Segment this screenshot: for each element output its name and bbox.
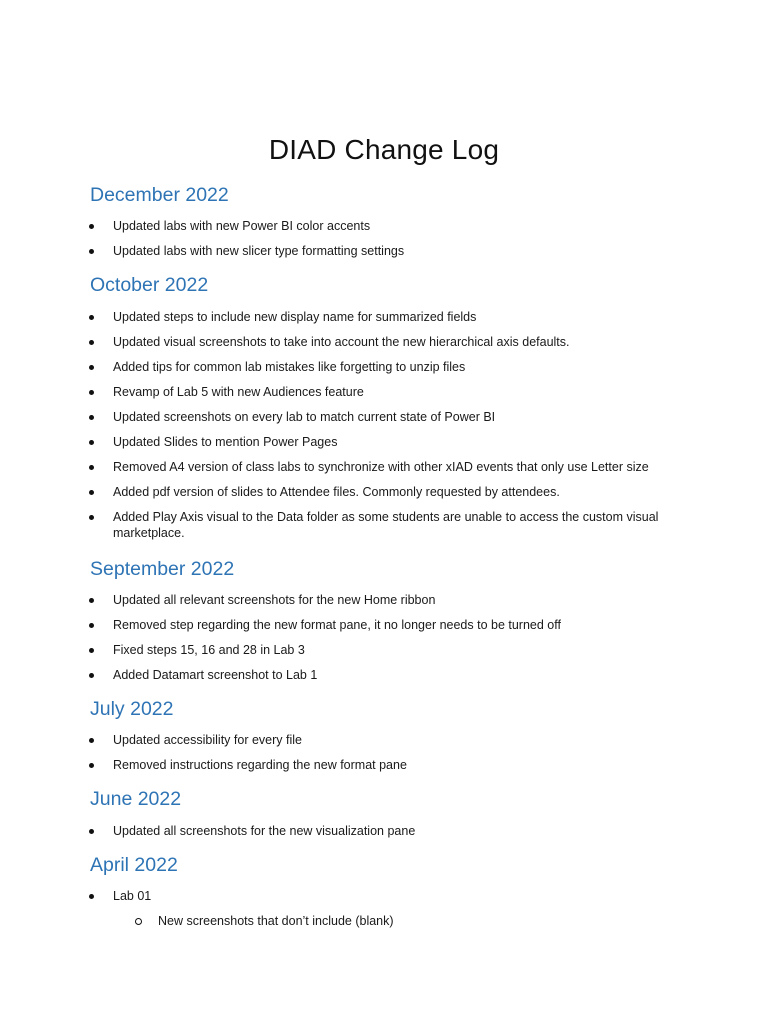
section-list-december-2022	[0, 218, 768, 268]
bullet-icon	[89, 415, 94, 420]
bullet-icon	[89, 465, 94, 470]
list-item	[0, 409, 768, 425]
list-item	[0, 459, 768, 475]
list-item	[0, 667, 768, 683]
list-item-text: Removed A4 version of class labs to synchronize with other xIAD events that only use Letter size	[113, 460, 649, 474]
bullet-icon	[89, 648, 94, 653]
section-heading-april-2022: April 2022	[90, 854, 178, 876]
bullet-icon	[89, 390, 94, 395]
list-item	[0, 218, 768, 234]
section-list-april-2022	[0, 888, 768, 938]
list-item	[0, 617, 768, 633]
sub-list-lab-01	[113, 913, 678, 929]
list-item-text: Revamp of Lab 5 with new Audiences feature	[113, 385, 364, 399]
bullet-icon	[89, 738, 94, 743]
bullet-icon	[89, 340, 94, 345]
section-heading-december-2022: December 2022	[90, 184, 229, 206]
bullet-icon	[89, 365, 94, 370]
section-heading-october-2022: October 2022	[90, 274, 209, 296]
section-list-june-2022	[0, 823, 768, 848]
list-item	[0, 823, 768, 839]
document-title: DIAD Change Log	[268, 134, 500, 165]
section-list-october-2022	[0, 309, 768, 550]
list-item-text: Removed instructions regarding the new format pane	[113, 758, 407, 772]
bullet-icon	[89, 598, 94, 603]
section-heading-june-2022: June 2022	[90, 788, 182, 810]
list-item-text: Updated visual screenshots to take into account the new hierarchical axis defaults.	[113, 335, 570, 349]
bullet-icon	[89, 829, 94, 834]
list-item	[0, 642, 768, 658]
bullet-icon	[89, 440, 94, 445]
list-item	[0, 434, 768, 450]
list-item	[0, 309, 768, 325]
section-list-september-2022	[0, 592, 768, 692]
bullet-icon	[89, 763, 94, 768]
bullet-icon	[89, 490, 94, 495]
list-item-text: Added pdf version of slides to Attendee files. Commonly requested by attendees.	[113, 485, 560, 499]
list-item-text: Updated accessibility for every file	[113, 733, 302, 747]
list-item-text: Updated Slides to mention Power Pages	[113, 435, 338, 449]
section-heading-september-2022: September 2022	[90, 558, 235, 580]
bullet-icon	[89, 894, 94, 899]
bullet-icon	[89, 673, 94, 678]
bullet-icon	[89, 249, 94, 254]
list-item	[0, 888, 768, 929]
bullet-icon	[89, 623, 94, 628]
list-item-text: Added Datamart screenshot to Lab 1	[113, 668, 318, 682]
sub-list-item-text: New screenshots that don’t include (blank)	[158, 914, 394, 928]
list-item-text: Updated labs with new Power BI color accents	[113, 219, 371, 233]
sub-list-item	[113, 913, 678, 929]
list-item-text: Fixed steps 15, 16 and 28 in Lab 3	[113, 643, 305, 657]
list-item-text: Lab 01	[113, 889, 152, 903]
list-item-text: Updated screenshots on every lab to match current state of Power BI	[113, 410, 496, 424]
list-item	[0, 384, 768, 400]
list-item	[0, 592, 768, 608]
bullet-icon	[89, 224, 94, 229]
list-item	[0, 732, 768, 748]
list-item	[0, 334, 768, 350]
section-heading-july-2022: July 2022	[90, 698, 174, 720]
list-item-text: Updated all relevant screenshots for the new Home ribbon	[113, 593, 436, 607]
list-item-text: Updated steps to include new display name for summarized fields	[113, 310, 477, 324]
list-item-text: Updated labs with new slicer type formatting settings	[113, 244, 405, 258]
list-item-text: Updated all screenshots for the new visualization pane	[113, 824, 416, 838]
list-item	[0, 484, 768, 500]
hollow-bullet-icon	[135, 918, 142, 925]
list-item	[0, 509, 768, 541]
bullet-icon	[89, 315, 94, 320]
section-list-july-2022	[0, 732, 768, 782]
list-item-text: Removed step regarding the new format pane, it no longer needs to be turned off	[113, 618, 561, 632]
list-item	[0, 757, 768, 773]
list-item	[0, 243, 768, 259]
list-item	[0, 359, 768, 375]
bullet-icon	[89, 515, 94, 520]
list-item-text: Added Play Axis visual to the Data folder as some students are unable to access the custom visual marketplace.	[113, 510, 659, 540]
list-item-text: Added tips for common lab mistakes like forgetting to unzip files	[113, 360, 466, 374]
